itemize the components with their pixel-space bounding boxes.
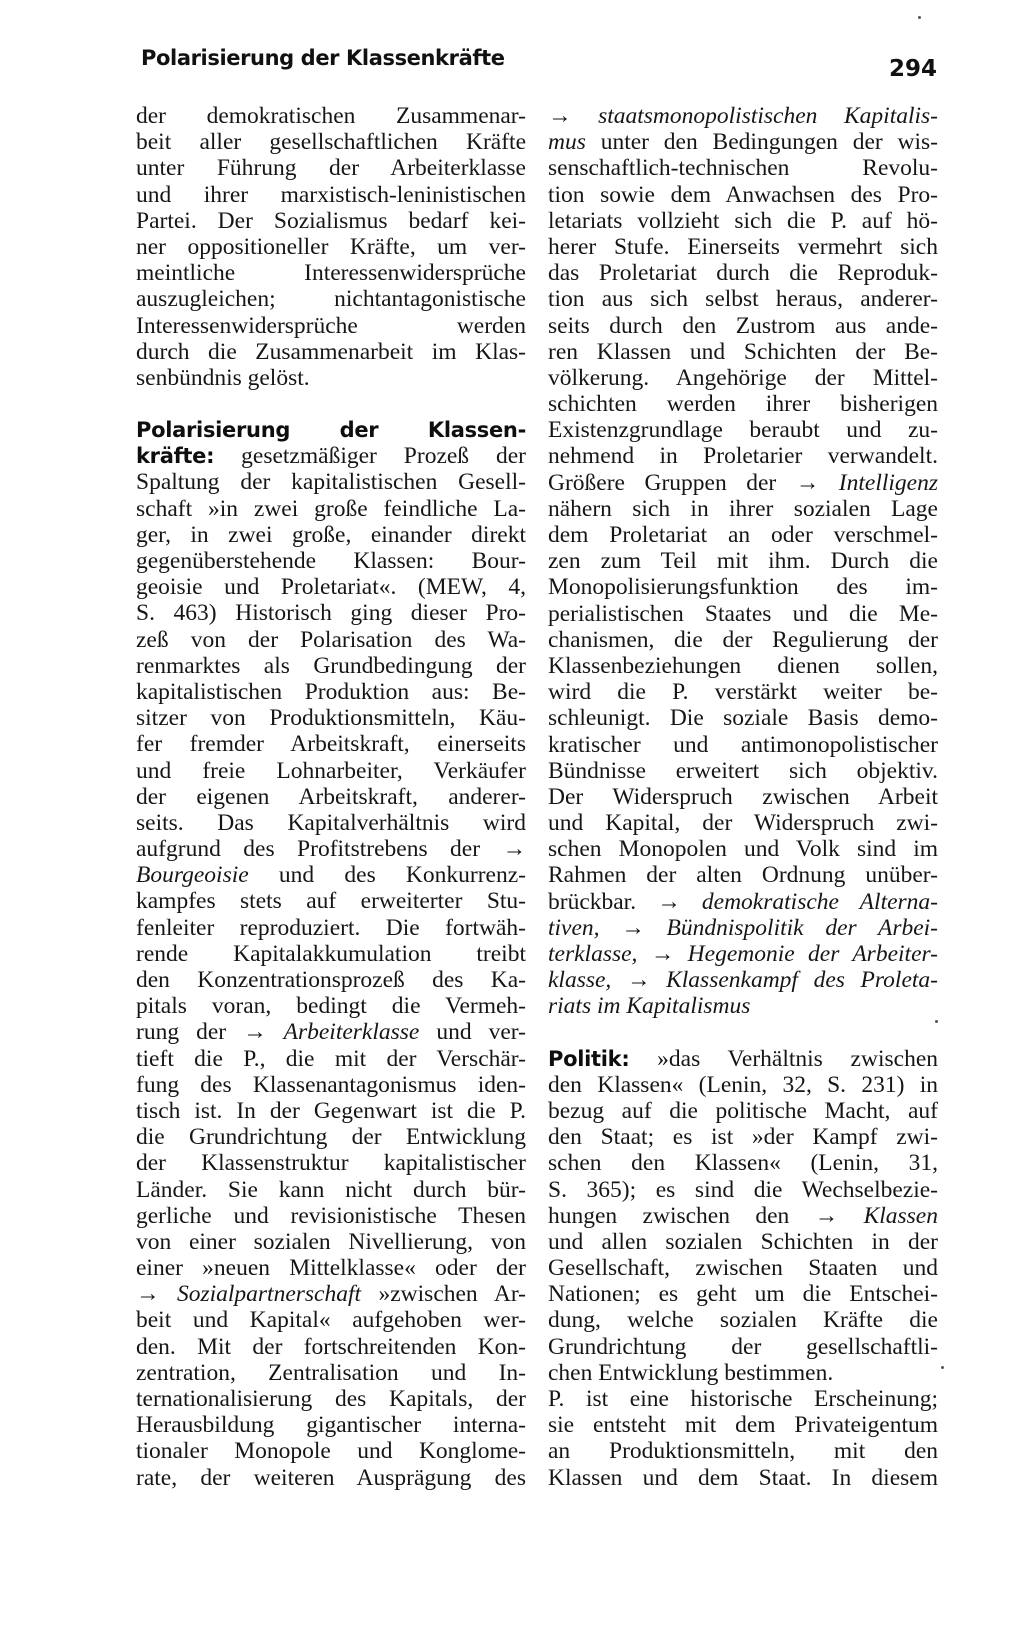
text-line: ternationalisierung des Kapitals, der <box>136 1386 526 1412</box>
text-line: perialistischen Staates und die Me- <box>548 600 938 627</box>
entry-polarisierung <box>136 417 526 1491</box>
text-line <box>548 941 938 967</box>
text-run: → <box>599 914 667 941</box>
text-line: zentration, Zentralisation und In- <box>136 1359 526 1386</box>
text-line: schichten werden ihrer bisherigen <box>548 391 938 418</box>
text-line: die Grundrichtung der Entwicklung <box>136 1124 526 1151</box>
text-line: Gesellschaft, zwischen Staaten und <box>548 1255 938 1282</box>
right-column <box>548 103 938 1491</box>
text-line: herer Stufe. Einerseits vermehrt sich <box>548 233 938 260</box>
text-line: gerliche und revisionistische Thesen <box>136 1202 526 1229</box>
text-line: unter Führung der Arbeiterklasse <box>136 155 526 182</box>
text-run: gesetzmäßiger Prozeß der <box>214 443 526 470</box>
text-line: Monopolisierungsfunktion des im- <box>548 574 938 601</box>
text-line: gegenüberstehende Klassen: Bour- <box>136 548 526 574</box>
paragraph-continuation <box>136 103 526 391</box>
text-line: Bündnisse erweitert sich objektiv. <box>548 757 938 784</box>
text-line: beit aller gesellschaftlichen Kräfte <box>136 129 526 156</box>
entry-continuation <box>548 103 938 1020</box>
text-line: renmarktes als Grundbedingung der <box>136 652 526 679</box>
text-line: sie entsteht mit dem Privateigentum <box>548 1412 938 1439</box>
text-line: Der Widerspruch zwischen Arbeit <box>548 783 938 810</box>
text-line: S. 365); es sind die Wechselbezie- <box>548 1176 938 1203</box>
text-line: kampfes stets auf erweiterter Stu- <box>136 888 526 915</box>
text-line: rende Kapitalakkumulation treibt <box>136 940 526 967</box>
text-line: den Staat; es ist »der Kampf zwi- <box>548 1124 938 1151</box>
cross-reference-bourgeoisie[interactable]: Bourgeoisie <box>136 862 249 889</box>
text-line <box>548 889 938 915</box>
cross-reference-demokratische-alternativen[interactable]: demokratische Alterna- <box>701 888 938 915</box>
entry-politik <box>548 1046 938 1491</box>
cross-reference-demokratische-alternativen[interactable]: tiven, <box>548 914 600 941</box>
text-run: »zwischen Ar- <box>361 1281 526 1308</box>
cross-reference-hegemonie[interactable]: Hegemonie der Arbeiter- <box>687 941 938 967</box>
text-line: und allen sozialen Schichten in der <box>548 1228 938 1255</box>
scan-speck <box>941 1366 944 1369</box>
text-line: rate, der weiteren Ausprägung des <box>136 1464 526 1491</box>
text-line: beit und Kapital« aufgehoben wer- <box>136 1307 526 1334</box>
text-run: rung der → <box>136 1019 284 1046</box>
text-run: brückbar. → <box>548 888 702 915</box>
text-line: Grundrichtung der gesellschaftli- <box>548 1333 938 1360</box>
text-line: ren Klassen und Schichten der Be- <box>548 338 938 365</box>
text-line: zen zum Teil mit ihm. Durch die <box>548 548 938 575</box>
text-line: Interessenwidersprüche werden <box>136 312 526 339</box>
text-line: letariats vollzieht sich die P. auf hö- <box>548 207 938 234</box>
text-line: fung des Klassenantagonismus iden- <box>136 1071 526 1098</box>
text-line: tion aus sich selbst heraus, anderer- <box>548 286 938 313</box>
text-line: Partei. Der Sozialismus bedarf kei- <box>136 207 526 234</box>
cross-reference-arbeiterklasse[interactable]: Arbeiterklasse <box>283 1019 420 1046</box>
cross-reference-buendnispolitik[interactable]: Bündnispolitik der Arbei- <box>666 914 938 941</box>
text-line: und ihrer marxistisch-leninistischen <box>136 181 526 208</box>
text-line: chanismen, die der Regulierung der <box>548 626 938 653</box>
text-line <box>136 443 526 469</box>
text-line: völkerung. Angehörige der Mittel- <box>548 364 938 391</box>
text-line: kratischer und antimonopolistischer <box>548 731 938 758</box>
text-line: ger, in zwei große, einander direkt <box>136 521 526 548</box>
text-line: seits. Das Kapitalverhältnis wird <box>136 809 526 836</box>
text-line: tieft die P., die mit der Verschär- <box>136 1045 526 1072</box>
cross-reference-intelligenz[interactable]: Intelligenz <box>838 469 938 496</box>
text-line: pitals voran, bedingt die Vermeh- <box>136 993 526 1020</box>
page-number: 294 <box>889 56 938 82</box>
text-line: tionaler Monopole und Konglome- <box>136 1438 526 1465</box>
text-line: fer fremder Arbeitskraft, einerseits <box>136 731 526 758</box>
text-line: schen Monopolen und Volk sind im <box>548 836 938 863</box>
text-line: Spaltung der kapitalistischen Gesell- <box>136 469 526 496</box>
text-line: der Klassenstruktur kapitalistischer <box>136 1150 526 1177</box>
text-line: senbündnis gelöst. <box>136 364 310 391</box>
text-line: Klassenbeziehungen dienen sollen, <box>548 652 938 679</box>
text-line: chen Entwicklung bestimmen. <box>548 1359 834 1386</box>
cross-reference-sozialpartnerschaft[interactable]: Sozialpartnerschaft <box>176 1281 362 1308</box>
text-line: schleunigt. Die soziale Basis demo- <box>548 705 938 732</box>
left-column <box>136 103 526 1491</box>
text-line: Klassen und dem Staat. In diesem <box>548 1464 938 1491</box>
text-run: → <box>136 1281 177 1308</box>
entry-headword: Politik: <box>548 1046 630 1071</box>
cross-reference-hegemonie[interactable]: klasse, <box>548 967 612 994</box>
text-line: den. Mit der fortschreitenden Kon- <box>136 1333 526 1360</box>
text-line: der demokratischen Zusammenar- <box>136 103 526 129</box>
text-line: auszugleichen; nichtantagonistische <box>136 286 526 313</box>
text-line: aufgrund des Profitstrebens der → <box>136 836 526 863</box>
text-line <box>548 1203 938 1229</box>
cross-reference-klassenkampf[interactable]: riats im Kapitalismus <box>548 993 751 1020</box>
entry-headword: kräfte: <box>136 444 215 469</box>
text-line <box>136 862 526 888</box>
text-line: und freie Lohnarbeiter, Verkäufer <box>136 757 526 784</box>
text-line: Länder. Sie kann nicht durch bür- <box>136 1176 526 1203</box>
text-line: ner oppositioneller Kräfte, um ver- <box>136 233 526 260</box>
text-line <box>548 103 938 129</box>
text-line: dem Proletariat an oder verschmel- <box>548 522 938 548</box>
text-run: Größere Gruppen der → <box>548 469 839 496</box>
text-line: das Proletariat durch die Reproduk- <box>548 260 938 287</box>
text-line: Existenzgrundlage beraubt und zu- <box>548 417 938 444</box>
text-line: durch die Zusammenarbeit im Klas- <box>136 338 526 365</box>
text-line: tion sowie dem Anwachsen des Pro- <box>548 181 938 208</box>
text-line: Rahmen der alten Ordnung unüber- <box>548 862 938 889</box>
entry-headword: Polarisierung der Klassen- <box>136 418 526 443</box>
entry-headword-line <box>136 417 526 443</box>
text-run: und des Konkurrenz- <box>248 862 526 889</box>
text-line: einer »neuen Mittelklasse« oder der <box>136 1255 526 1282</box>
scan-speck <box>918 16 921 19</box>
text-line: geoisie und Proletariat«. (MEW, 4, <box>136 574 526 601</box>
text-line <box>548 470 938 496</box>
cross-reference-staatsmonopolistischen-kapitalismus[interactable]: mus <box>548 129 586 156</box>
text-line: kapitalistischen Produktion aus: Be- <box>136 678 526 705</box>
text-line: senschaftlich-technischen Revolu- <box>548 155 938 182</box>
text-line: S. 463) Historisch ging dieser Pro- <box>136 600 526 627</box>
text-run: unter den Bedingungen der wis- <box>585 129 938 156</box>
running-head: Polarisierung der Klassenkräfte <box>141 46 505 70</box>
text-line: an Produktionsmitteln, mit den <box>548 1438 938 1465</box>
cross-reference-klassenkampf[interactable]: Klassenkampf des Proleta- <box>666 967 938 994</box>
text-line: den Klassen« (Lenin, 32, S. 231) in <box>548 1071 938 1098</box>
text-run: »das Verhältnis zwischen <box>629 1045 938 1072</box>
text-line: und Kapital, der Widerspruch zwi- <box>548 810 938 837</box>
text-line <box>548 129 938 155</box>
text-line: wird die P. verstärkt weiter be- <box>548 679 938 706</box>
text-line: seits durch den Zustrom aus ande- <box>548 312 938 339</box>
cross-reference-klassen[interactable]: Klassen <box>863 1202 938 1229</box>
text-line: Nationen; es geht um die Entschei- <box>548 1281 938 1308</box>
text-line <box>548 915 938 941</box>
text-run: → <box>548 103 599 129</box>
text-line: nehmend in Proletarier verwandelt. <box>548 443 938 470</box>
text-line: meintliche Interessenwidersprüche <box>136 260 526 287</box>
text-line <box>548 993 938 1019</box>
text-line: P. ist eine historische Erscheinung; <box>548 1386 938 1412</box>
text-line: tisch ist. In der Gegenwart ist die P. <box>136 1097 526 1124</box>
cross-reference-buendnispolitik[interactable]: terklasse, <box>548 941 638 967</box>
scan-speck <box>935 1020 938 1023</box>
text-line: bezug auf die politische Macht, auf <box>548 1097 938 1124</box>
text-run: hungen zwischen den → <box>548 1202 864 1229</box>
text-line: zeß von der Polarisation des Wa- <box>136 626 526 653</box>
text-line <box>136 1281 526 1307</box>
text-line: schaft »in zwei große feindliche La- <box>136 495 526 522</box>
text-line: sitzer von Produktionsmitteln, Käu- <box>136 705 526 732</box>
text-line: den Konzentrationsprozeß des Ka- <box>136 967 526 993</box>
text-line <box>548 1046 938 1072</box>
text-line: von einer sozialen Nivellierung, von <box>136 1228 526 1255</box>
text-line: nähern sich in ihrer sozialen Lage <box>548 495 938 522</box>
text-line <box>548 967 938 993</box>
cross-reference-staatsmonopolistischen-kapitalismus[interactable]: staatsmonopolistischen Kapitalis- <box>598 103 938 129</box>
text-line <box>136 1019 526 1045</box>
text-line: dung, welche sozialen Kräfte die <box>548 1307 938 1334</box>
text-line: der eigenen Arbeitskraft, anderer- <box>136 783 526 810</box>
text-run: → <box>637 941 688 967</box>
text-line: fenleiter reproduziert. Die fortwäh- <box>136 914 526 941</box>
text-run: → <box>611 967 667 994</box>
text-line: Herausbildung gigantischer interna- <box>136 1412 526 1439</box>
text-run: und ver- <box>419 1019 526 1046</box>
text-line: schen den Klassen« (Lenin, 31, <box>548 1150 938 1177</box>
